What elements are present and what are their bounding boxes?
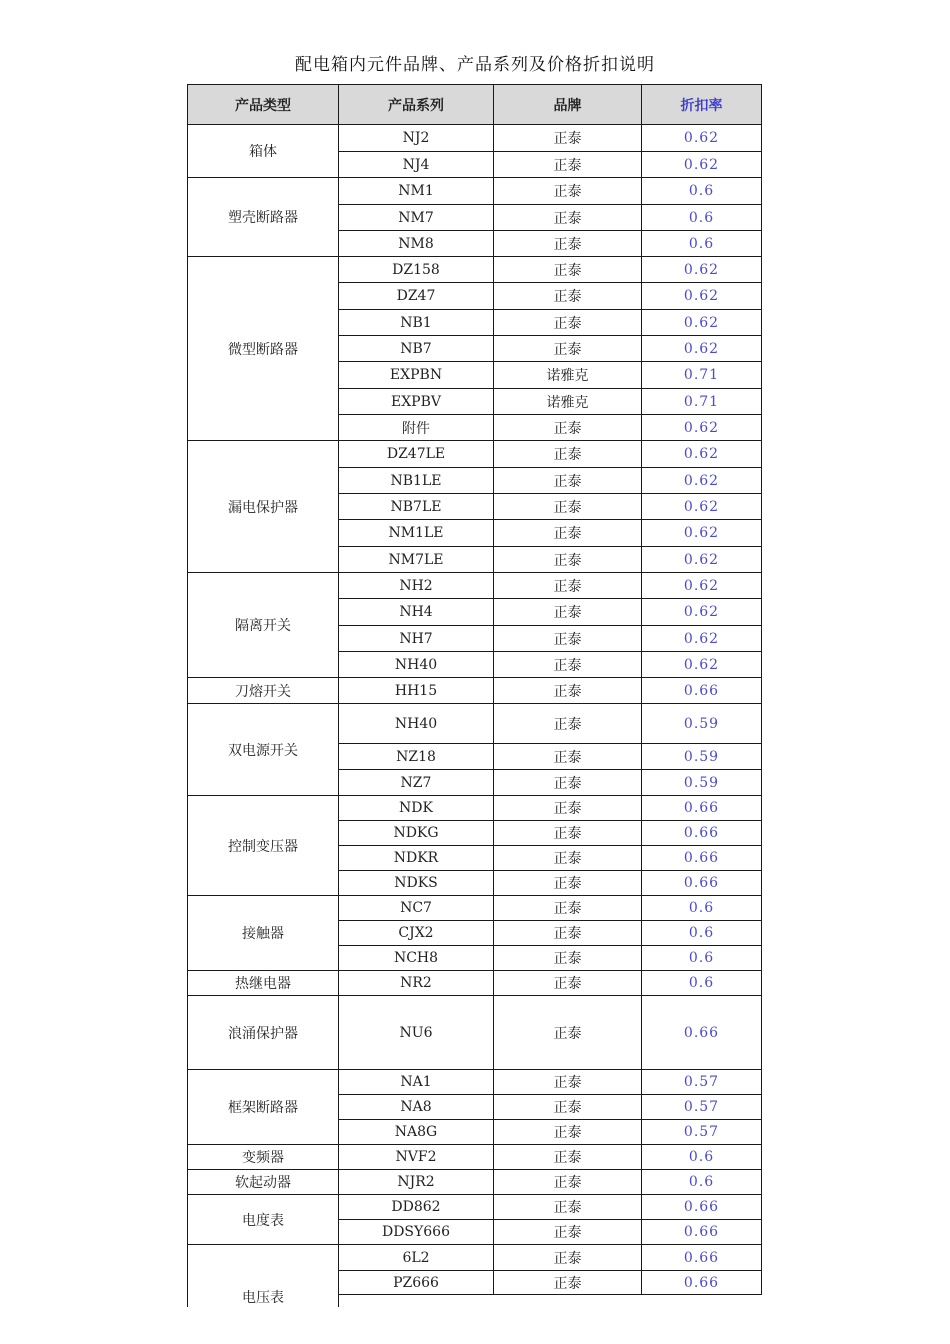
discount-rate-cell: 0.62 xyxy=(641,151,762,178)
discount-rate-cell: 0.6 xyxy=(641,970,762,996)
brand-cell: 正泰 xyxy=(493,743,642,770)
product-series-cell: EXPBV xyxy=(338,388,494,415)
product-type-cell: 热继电器 xyxy=(187,970,339,996)
brand-cell: 正泰 xyxy=(493,414,642,441)
discount-rate-cell: 0.62 xyxy=(641,546,762,573)
product-series-cell: PZ666 xyxy=(338,1270,494,1295)
header-product-series: 产品系列 xyxy=(338,84,494,125)
brand-cell: 正泰 xyxy=(493,151,642,178)
header-discount-rate: 折扣率 xyxy=(641,84,762,125)
product-series-cell: NU6 xyxy=(338,995,494,1070)
brand-cell: 正泰 xyxy=(493,309,642,336)
brand-cell: 正泰 xyxy=(493,282,642,310)
brand-cell: 正泰 xyxy=(493,651,642,678)
discount-rate-cell: 0.6 xyxy=(641,230,762,257)
product-series-cell: NH40 xyxy=(338,703,494,744)
product-series-cell: HH15 xyxy=(338,677,494,704)
product-series-cell: 附件 xyxy=(338,414,494,441)
discount-rate-cell: 0.62 xyxy=(641,598,762,626)
brand-cell: 正泰 xyxy=(493,945,642,971)
brand-cell: 正泰 xyxy=(493,703,642,744)
product-series-cell: DDSY666 xyxy=(338,1219,494,1245)
product-series-cell: NM1 xyxy=(338,177,494,205)
discount-rate-cell: 0.62 xyxy=(641,282,762,310)
product-series-cell: NB7 xyxy=(338,335,494,362)
product-series-cell: NM7 xyxy=(338,204,494,231)
brand-cell: 正泰 xyxy=(493,625,642,652)
discount-rate-cell: 0.66 xyxy=(641,677,762,704)
product-type-cell: 微型断路器 xyxy=(187,256,339,441)
product-series-cell: NH40 xyxy=(338,651,494,678)
product-series-cell: NCH8 xyxy=(338,945,494,971)
brand-cell: 正泰 xyxy=(493,920,642,946)
product-series-cell: NZ18 xyxy=(338,743,494,770)
discount-rate-cell: 0.66 xyxy=(641,1244,762,1271)
discount-rate-cell: 0.62 xyxy=(641,440,762,468)
brand-cell: 正泰 xyxy=(493,335,642,362)
discount-rate-cell: 0.6 xyxy=(641,895,762,921)
product-series-cell: DZ158 xyxy=(338,256,494,283)
product-series-cell: 6L2 xyxy=(338,1244,494,1271)
product-series-cell: NDKS xyxy=(338,870,494,896)
discount-rate-cell: 0.71 xyxy=(641,361,762,389)
product-series-cell: NR2 xyxy=(338,970,494,996)
product-type-cell: 隔离开关 xyxy=(187,572,339,678)
discount-rate-cell: 0.6 xyxy=(641,945,762,971)
product-series-cell: NM7LE xyxy=(338,546,494,573)
brand-cell: 正泰 xyxy=(493,177,642,205)
discount-rate-cell: 0.62 xyxy=(641,309,762,336)
discount-rate-cell: 0.62 xyxy=(641,124,762,152)
discount-rate-cell: 0.62 xyxy=(641,414,762,441)
product-series-cell: NH4 xyxy=(338,598,494,626)
brand-cell: 正泰 xyxy=(493,895,642,921)
product-series-cell: NJR2 xyxy=(338,1169,494,1195)
brand-cell: 正泰 xyxy=(493,204,642,231)
discount-rate-cell: 0.66 xyxy=(641,795,762,821)
discount-rate-cell: 0.66 xyxy=(641,1219,762,1245)
discount-rate-cell: 0.66 xyxy=(641,995,762,1070)
discount-rate-cell: 0.59 xyxy=(641,743,762,770)
brand-cell: 正泰 xyxy=(493,1094,642,1120)
discount-rate-cell: 0.66 xyxy=(641,1270,762,1295)
product-type-cell: 双电源开关 xyxy=(187,703,339,796)
product-series-cell: NVF2 xyxy=(338,1144,494,1170)
brand-cell: 正泰 xyxy=(493,1069,642,1095)
product-series-cell: NH7 xyxy=(338,625,494,652)
brand-cell: 正泰 xyxy=(493,1144,642,1170)
discount-rate-cell: 0.62 xyxy=(641,625,762,652)
brand-cell: 正泰 xyxy=(493,440,642,468)
discount-rate-cell: 0.62 xyxy=(641,651,762,678)
product-type-cell: 漏电保护器 xyxy=(187,440,339,573)
product-series-cell: NM1LE xyxy=(338,519,494,547)
product-series-cell: NDKR xyxy=(338,845,494,871)
product-series-cell: NA8G xyxy=(338,1119,494,1145)
product-series-cell: DD862 xyxy=(338,1194,494,1220)
discount-rate-cell: 0.62 xyxy=(641,256,762,283)
brand-cell: 正泰 xyxy=(493,845,642,871)
product-type-cell: 软起动器 xyxy=(187,1169,339,1195)
brand-cell: 正泰 xyxy=(493,677,642,704)
brand-cell: 正泰 xyxy=(493,546,642,573)
discount-rate-cell: 0.66 xyxy=(641,820,762,846)
product-series-cell: NC7 xyxy=(338,895,494,921)
product-series-cell: NA8 xyxy=(338,1094,494,1120)
header-product-type: 产品类型 xyxy=(187,84,339,125)
discount-rate-cell: 0.6 xyxy=(641,204,762,231)
product-series-cell: NH2 xyxy=(338,572,494,599)
brand-cell: 诺雅克 xyxy=(493,388,642,415)
product-series-cell: EXPBN xyxy=(338,361,494,389)
discount-rate-cell: 0.57 xyxy=(641,1069,762,1095)
discount-rate-cell: 0.6 xyxy=(641,920,762,946)
product-type-cell: 电度表 xyxy=(187,1194,339,1245)
product-series-cell: DZ47 xyxy=(338,282,494,310)
product-series-cell: DZ47LE xyxy=(338,440,494,468)
brand-cell: 正泰 xyxy=(493,467,642,494)
product-type-cell: 塑壳断路器 xyxy=(187,177,339,257)
discount-rate-cell: 0.57 xyxy=(641,1094,762,1120)
product-series-cell: NB1LE xyxy=(338,467,494,494)
discount-rate-cell: 0.62 xyxy=(641,335,762,362)
product-type-cell: 箱体 xyxy=(187,124,339,178)
discount-rate-cell: 0.62 xyxy=(641,519,762,547)
brand-cell: 正泰 xyxy=(493,572,642,599)
discount-rate-cell: 0.66 xyxy=(641,870,762,896)
brand-cell: 正泰 xyxy=(493,256,642,283)
brand-cell: 正泰 xyxy=(493,1270,642,1295)
brand-cell: 正泰 xyxy=(493,995,642,1070)
brand-cell: 正泰 xyxy=(493,1119,642,1145)
product-series-cell: NJ2 xyxy=(338,124,494,152)
brand-cell: 正泰 xyxy=(493,598,642,626)
brand-cell: 正泰 xyxy=(493,769,642,796)
product-series-cell: NDKG xyxy=(338,820,494,846)
discount-rate-cell: 0.6 xyxy=(641,1144,762,1170)
brand-cell: 正泰 xyxy=(493,795,642,821)
brand-cell: 正泰 xyxy=(493,519,642,547)
product-type-cell: 接触器 xyxy=(187,895,339,971)
product-series-cell: NDK xyxy=(338,795,494,821)
discount-rate-cell: 0.66 xyxy=(641,1194,762,1220)
brand-cell: 正泰 xyxy=(493,1169,642,1195)
product-type-cell: 控制变压器 xyxy=(187,795,339,896)
discount-rate-cell: 0.57 xyxy=(641,1119,762,1145)
discount-rate-cell: 0.59 xyxy=(641,769,762,796)
page-title: 配电箱内元件品牌、产品系列及价格折扣说明 xyxy=(295,55,655,75)
brand-cell: 正泰 xyxy=(493,1244,642,1271)
discount-rate-cell: 0.62 xyxy=(641,467,762,494)
product-type-cell: 变频器 xyxy=(187,1144,339,1170)
product-series-cell: CJX2 xyxy=(338,920,494,946)
brand-cell: 诺雅克 xyxy=(493,361,642,389)
brand-cell: 正泰 xyxy=(493,1194,642,1220)
product-type-cell: 刀熔开关 xyxy=(187,677,339,704)
product-series-cell: NZ7 xyxy=(338,769,494,796)
brand-cell: 正泰 xyxy=(493,970,642,996)
product-series-cell: NJ4 xyxy=(338,151,494,178)
product-type-cell: 浪涌保护器 xyxy=(187,995,339,1070)
discount-rate-cell: 0.6 xyxy=(641,177,762,205)
discount-rate-cell: 0.71 xyxy=(641,388,762,415)
discount-rate-cell: 0.6 xyxy=(641,1169,762,1195)
discount-rate-cell: 0.62 xyxy=(641,493,762,520)
product-series-cell: NA1 xyxy=(338,1069,494,1095)
product-series-cell: NM8 xyxy=(338,230,494,257)
discount-rate-cell: 0.59 xyxy=(641,703,762,744)
product-series-cell: NB7LE xyxy=(338,493,494,520)
brand-cell: 正泰 xyxy=(493,870,642,896)
product-type-cell: 电压表 xyxy=(187,1244,339,1307)
brand-cell: 正泰 xyxy=(493,1219,642,1245)
brand-cell: 正泰 xyxy=(493,230,642,257)
brand-cell: 正泰 xyxy=(493,124,642,152)
brand-cell: 正泰 xyxy=(493,820,642,846)
brand-cell: 正泰 xyxy=(493,493,642,520)
discount-rate-cell: 0.66 xyxy=(641,845,762,871)
discount-rate-cell: 0.62 xyxy=(641,572,762,599)
product-series-cell: NB1 xyxy=(338,309,494,336)
header-brand: 品牌 xyxy=(493,84,642,125)
product-type-cell: 框架断路器 xyxy=(187,1069,339,1145)
